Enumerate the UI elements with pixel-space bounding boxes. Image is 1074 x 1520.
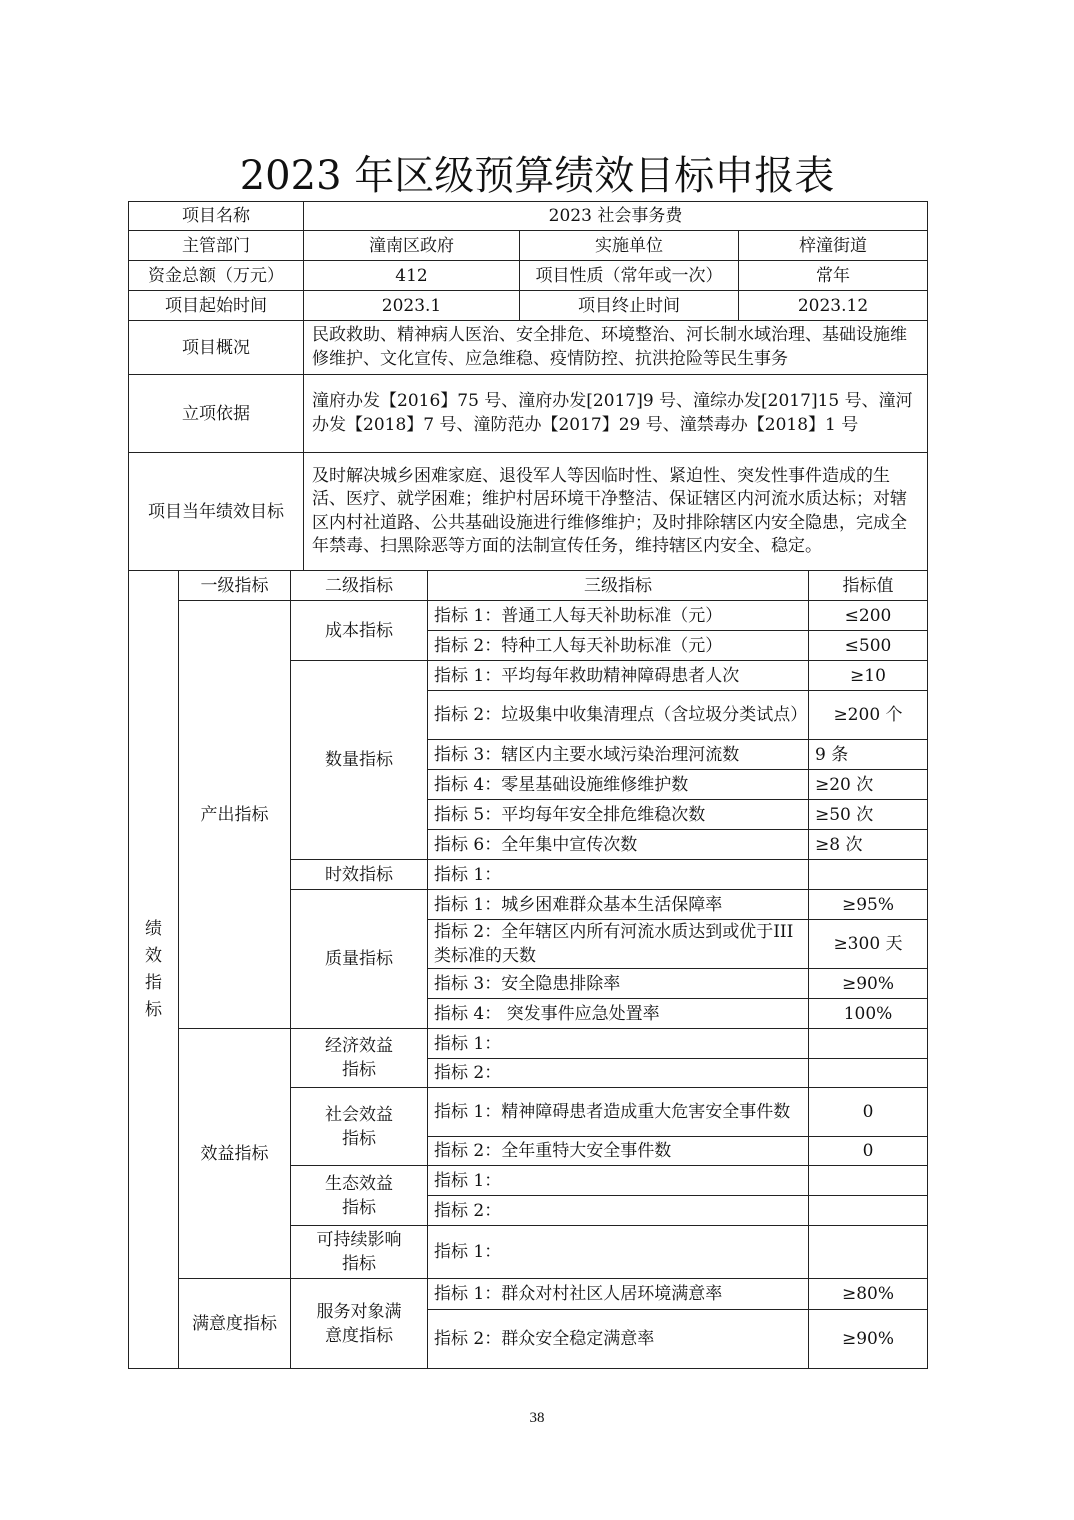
quantity-indicator-label: 数量指标 [291,661,428,860]
indicator-text: 指标 4： 突发事件应急处置率 [428,999,809,1029]
basis-value: 潼府办发【2016】75 号、潼府办发[2017]9 号、潼综办发[2017]15 号、潼河办发【2018】7 号、潼防范办【2017】29 号、潼禁毒办【2018】1 号 [304,375,928,453]
indicator-value: ≥300 天 [809,920,928,969]
header-level2: 二级指标 [291,571,428,601]
indicator-value: ≥95% [809,890,928,920]
header-value: 指标值 [809,571,928,601]
indicator-value: ≥90% [809,969,928,999]
indicator-text: 指标 1： [428,1029,809,1059]
indicator-value [809,1166,928,1196]
overview-label: 项目概况 [129,321,304,375]
nature-value: 常年 [739,261,928,291]
indicator-value: ≥50 次 [809,800,928,830]
indicator-value [809,1226,928,1279]
project-name-value: 2023 社会事务费 [304,202,928,231]
table-row [129,571,928,601]
indicator-value: ≥8 次 [809,830,928,860]
indicator-text: 指标 1： [428,860,809,890]
indicator-value [809,1059,928,1088]
nature-label: 项目性质（常年或一次） [520,261,739,291]
funds-value: 412 [304,261,520,291]
indicator-value: ≥200 个 [809,691,928,740]
indicator-value: ≥90% [809,1310,928,1369]
indicator-text: 指标 3：安全隐患排除率 [428,969,809,999]
indicator-text: 指标 1：城乡困难群众基本生活保障率 [428,890,809,920]
indicator-text: 指标 1：普通工人每天补助标准（元） [428,601,809,631]
table-row [129,202,928,231]
table-row [129,1279,928,1310]
indicator-text: 指标 3：辖区内主要水域污染治理河流数 [428,740,809,770]
indicator-value: 0 [809,1137,928,1166]
goal-label: 项目当年绩效目标 [129,453,304,571]
social-indicator-text: 社会效益指标 [325,1104,393,1149]
indicator-text: 指标 2：特种工人每天补助标准（元） [428,631,809,661]
indicator-value: ≥10 [809,661,928,691]
start-label: 项目起始时间 [129,291,304,321]
economic-indicator-label [291,1029,428,1088]
page-number: 38 [529,1410,545,1426]
table-row [129,261,928,291]
overview-value: 民政救助、精神病人医治、安全排危、环境整治、河长制水域治理、基础设施维修维护、文化宣传、应急维稳、疫情防控、抗洪抢险等民生事务 [304,321,928,375]
indicator-value: 100% [809,999,928,1029]
table-row [129,231,928,261]
side-label-text: 绩效指标 [145,918,162,1020]
basis-label: 立项依据 [129,375,304,453]
ecological-indicator-label [291,1166,428,1226]
sustainable-indicator-text: 可持续影响指标 [316,1230,402,1274]
indicator-text: 指标 2： [428,1059,809,1088]
indicator-text: 指标 5：平均每年安全排危维稳次数 [428,800,809,830]
cost-indicator-label: 成本指标 [291,601,428,661]
indicator-text: 指标 2：全年重特大安全事件数 [428,1137,809,1166]
indicator-text: 指标 4：零星基础设施维修维护数 [428,770,809,800]
indicator-table [128,570,928,1369]
dept-value: 潼南区政府 [304,231,520,261]
end-value: 2023.12 [739,291,928,321]
indicator-text: 指标 1：平均每年救助精神障碍患者人次 [428,661,809,691]
indicator-text: 指标 1：群众对村社区人居环境满意率 [428,1279,809,1310]
indicator-text: 指标 2：群众安全稳定满意率 [428,1310,809,1369]
indicator-value [809,860,928,890]
table-row [129,453,928,571]
social-indicator-label [291,1088,428,1166]
benefit-indicator-label: 效益指标 [179,1029,291,1279]
satisfaction-indicator-label: 满意度指标 [179,1279,291,1369]
indicator-value: ≥20 次 [809,770,928,800]
indicator-text: 指标 1： [428,1166,809,1196]
indicator-text: 指标 6：全年集中宣传次数 [428,830,809,860]
performance-indicator-side-label [129,571,179,1369]
output-indicator-label: 产出指标 [179,601,291,1029]
indicator-value: ≥80% [809,1279,928,1310]
end-label: 项目终止时间 [520,291,739,321]
table-row [129,291,928,321]
header-level1: 一级指标 [179,571,291,601]
page-title: 2023 年区级预算绩效目标申报表 [239,153,835,199]
table-row [129,321,928,375]
indicator-text: 指标 2：全年辖区内所有河流水质达到或优于III类标准的天数 [428,920,809,969]
header-level3: 三级指标 [428,571,809,601]
table-row [129,601,928,631]
ecological-indicator-text: 生态效益指标 [325,1173,393,1218]
table-row [129,1029,928,1059]
quality-indicator-label: 质量指标 [291,890,428,1029]
impl-label: 实施单位 [520,231,739,261]
impl-value: 梓潼街道 [739,231,928,261]
indicator-value: 0 [809,1088,928,1137]
indicator-value [809,1196,928,1226]
start-value: 2023.1 [304,291,520,321]
economic-indicator-text: 经济效益指标 [325,1036,393,1080]
project-name-label: 项目名称 [129,202,304,231]
indicator-value: 9 条 [809,740,928,770]
table-row [129,375,928,453]
dept-label: 主管部门 [129,231,304,261]
indicator-text: 指标 1： [428,1226,809,1279]
service-indicator-text: 服务对象满意度指标 [316,1301,402,1346]
indicator-text: 指标 2： [428,1196,809,1226]
indicator-text: 指标 1：精神障碍患者造成重大危害安全事件数 [428,1088,809,1137]
indicator-text: 指标 2：垃圾集中收集清理点（含垃圾分类试点） [428,691,809,740]
project-info-table [128,201,928,571]
service-indicator-label [291,1279,428,1369]
indicator-value [809,1029,928,1059]
timeliness-indicator-label: 时效指标 [291,860,428,890]
sustainable-indicator-label [291,1226,428,1279]
goal-value: 及时解决城乡困难家庭、退役军人等因临时性、紧迫性、突发性事件造成的生活、医疗、就学困难；维护村居环境干净整洁、保证辖区内河流水质达标；对辖区内村社道路、公共基础设施进行维修维护；及时排除辖区内安全隐患，完成全年禁毒、扫黑除恶等方面的法制宣传任务，维持辖区内安全、稳定。 [304,453,928,571]
indicator-value: ≤200 [809,601,928,631]
indicator-value: ≤500 [809,631,928,661]
funds-label: 资金总额（万元） [129,261,304,291]
